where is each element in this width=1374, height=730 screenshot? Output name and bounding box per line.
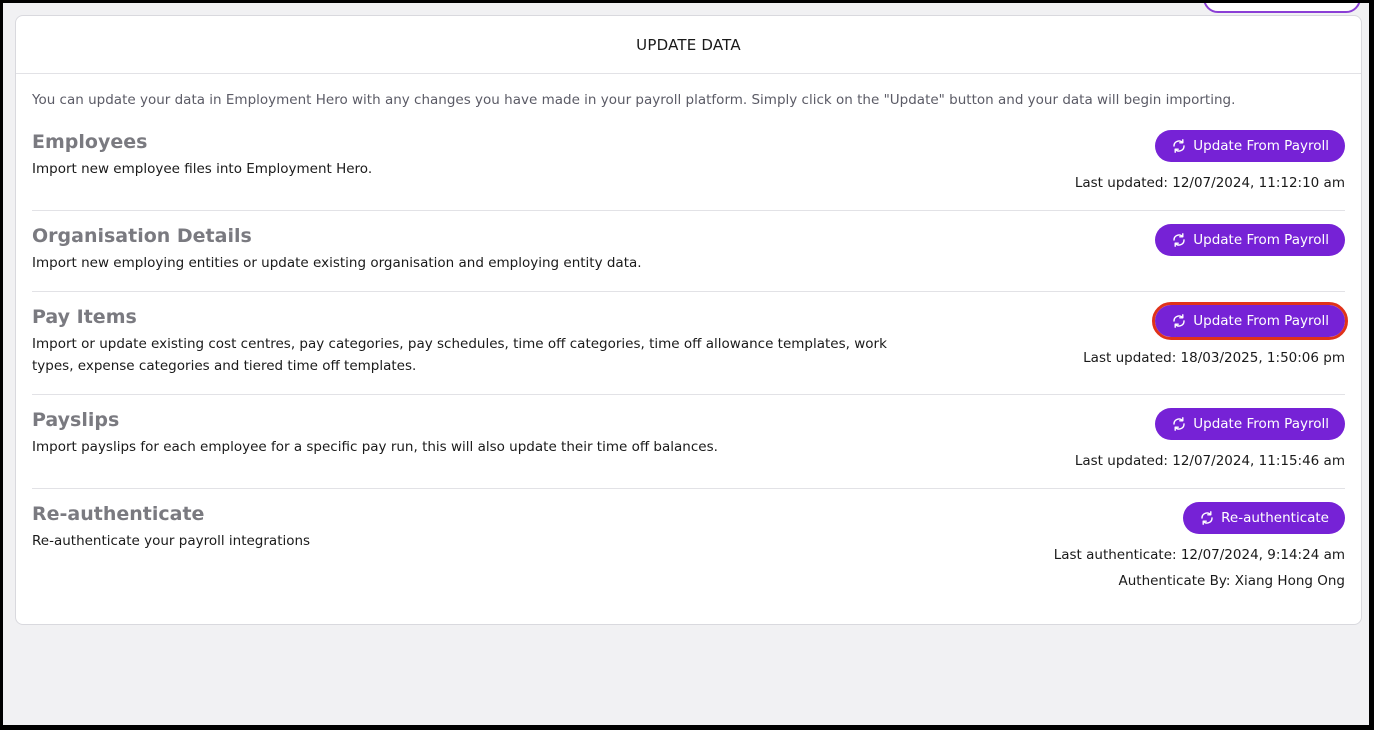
section-pay-items [32, 305, 1345, 395]
section-description: Import or update existing cost centres, pay categories, pay schedules, time off categories, time off allowance templates, work types, expense categories and tiered time off templates. [32, 336, 887, 374]
update-data-card [15, 15, 1362, 625]
update-payslips-button[interactable] [1155, 408, 1345, 440]
section-title: Re-authenticate [32, 503, 205, 525]
refresh-icon [1171, 138, 1187, 154]
screen [3, 3, 1369, 725]
section-title: Organisation Details [32, 225, 252, 247]
section-title: Payslips [32, 409, 120, 431]
sections-list [32, 130, 1345, 606]
authenticate-by-text: Authenticate By: Xiang Hong Ong [1118, 573, 1345, 589]
last-updated-text: Last updated: 18/03/2025, 1:50:06 pm [1083, 350, 1345, 366]
re-authenticate-button[interactable] [1183, 502, 1345, 534]
last-updated-text: Last updated: 12/07/2024, 11:15:46 am [1074, 453, 1345, 469]
section-title: Pay Items [32, 306, 137, 328]
section-organisation-details [32, 224, 1345, 292]
button-label: Update From Payroll [1193, 232, 1329, 248]
section-employees [32, 130, 1345, 211]
top-partial-button[interactable] [1203, 3, 1361, 13]
button-label: Update From Payroll [1193, 138, 1329, 154]
button-label: Update From Payroll [1193, 313, 1329, 329]
section-description: Import payslips for each employee for a specific pay run, this will also update their time off balances. [32, 439, 718, 455]
section-description: Import new employee files into Employment Hero. [32, 161, 373, 177]
section-re-authenticate [32, 502, 1345, 606]
refresh-icon [1171, 416, 1187, 432]
section-payslips [32, 408, 1345, 489]
update-organisation-details-button[interactable] [1155, 224, 1345, 256]
update-employees-button[interactable] [1155, 130, 1345, 162]
section-description: Re-authenticate your payroll integrations [32, 533, 311, 549]
section-title: Employees [32, 131, 148, 153]
intro-text: You can update your data in Employment Hero with any changes you have made in your payroll platform. Simply click on the "Update" button and your data will begin importing. [32, 92, 1236, 108]
last-updated-text: Last updated: 12/07/2024, 11:12:10 am [1074, 175, 1345, 191]
last-authenticate-text: Last authenticate: 12/07/2024, 9:14:24 am [1053, 547, 1345, 563]
refresh-icon [1171, 232, 1187, 248]
refresh-icon [1171, 313, 1187, 329]
section-description: Import new employing entities or update existing organisation and employing entity data. [32, 255, 642, 271]
card-title: UPDATE DATA [16, 16, 1361, 74]
update-pay-items-button[interactable] [1155, 305, 1345, 337]
button-label: Update From Payroll [1193, 416, 1329, 432]
button-label: Re-authenticate [1221, 510, 1329, 526]
refresh-icon [1199, 510, 1215, 526]
